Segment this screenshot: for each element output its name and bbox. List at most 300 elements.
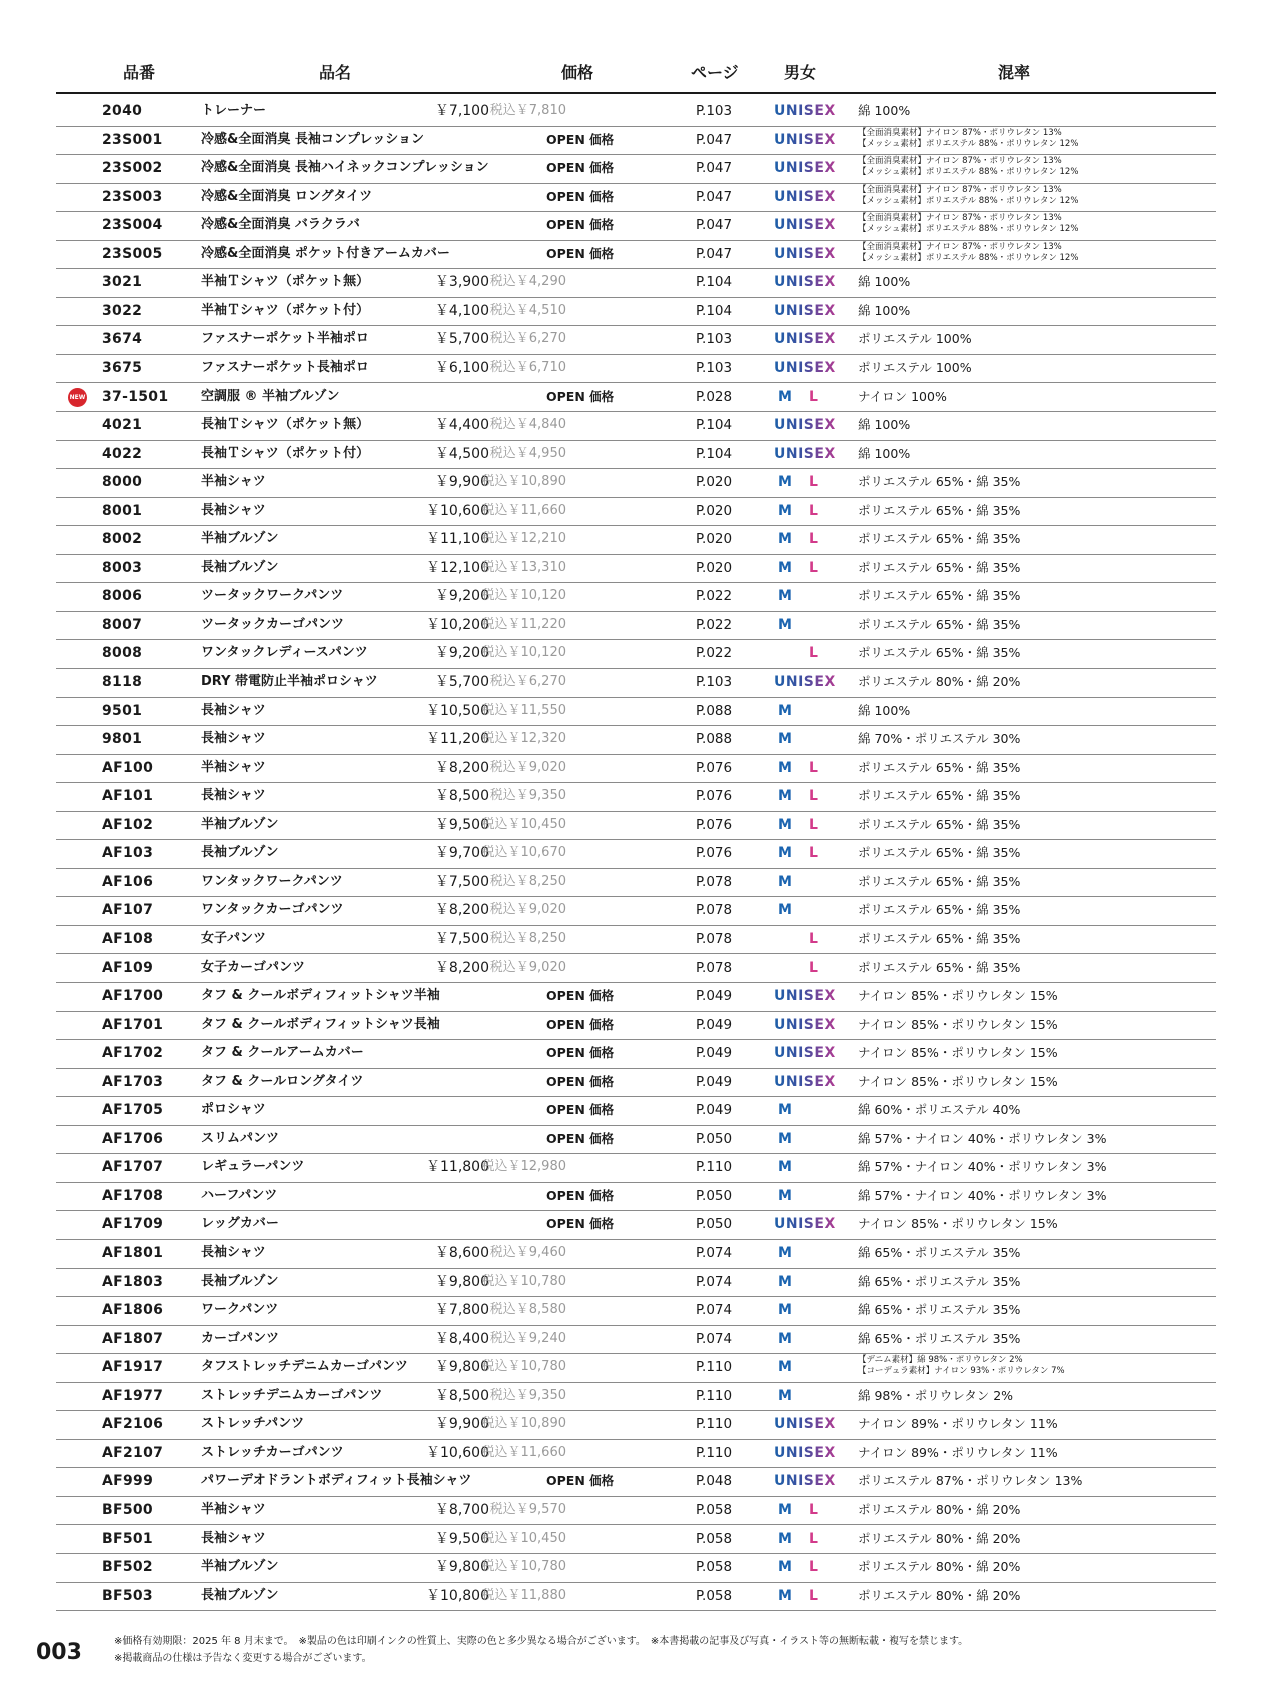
price-value: ￥10,500 [426, 702, 489, 719]
catalog-page: P.078 [696, 930, 733, 947]
product-name: 冷感&全面消臭 ポケット付きアームカバー [201, 245, 450, 261]
product-code: AF101 [102, 788, 154, 805]
product-name: タフストレッチデニムカーゴパンツ [201, 1359, 408, 1375]
men-label: M [778, 502, 792, 519]
ladies-label: L [809, 788, 818, 805]
table-row [56, 954, 1216, 984]
unisex-label: UNISEX [774, 1439, 836, 1467]
open-price-label: OPEN 価格 [546, 160, 615, 176]
product-name: ワンタックワークパンツ [201, 873, 343, 889]
product-name: ワンタックカーゴパンツ [201, 902, 344, 918]
product-code: AF108 [102, 930, 154, 947]
product-name: 長袖Ｔシャツ（ポケット無） [201, 417, 370, 433]
ladies-label: L [809, 531, 818, 548]
men-label: M [778, 1130, 792, 1147]
price-value: ￥9,500 [434, 816, 489, 833]
price-value: ￥9,800 [434, 1359, 489, 1376]
product-name: カーゴパンツ [201, 1330, 280, 1346]
men-label: M [778, 816, 792, 833]
material-blend: ナイロン 85%・ポリウレタン 15% [858, 988, 1058, 1004]
table-row [56, 697, 1216, 727]
material-blend: 綿 100% [858, 103, 911, 118]
product-code: 23S002 [102, 160, 163, 177]
table-row [56, 1325, 1216, 1355]
price-value: ￥8,700 [434, 1501, 489, 1518]
open-price-label: OPEN 価格 [546, 131, 615, 147]
table-row [56, 554, 1216, 584]
price-value: ￥9,700 [434, 845, 489, 862]
catalog-page: P.103 [696, 359, 733, 376]
table-row [56, 1125, 1216, 1155]
table-row [56, 1467, 1216, 1497]
table-row [56, 639, 1216, 669]
ladies-label: L [809, 388, 818, 405]
material-blend [858, 213, 1078, 235]
catalog-page: P.058 [696, 1559, 733, 1576]
table-row [56, 668, 1216, 698]
table-row [56, 1153, 1216, 1183]
tax-included-price: 税込￥8,250 [489, 873, 566, 889]
material-blend: ナイロン 85%・ポリウレタン 15% [858, 1073, 1058, 1089]
product-name: 半袖ブルゾン [201, 531, 279, 547]
catalog-page: P.020 [696, 531, 733, 548]
product-code: 8007 [102, 616, 143, 633]
tax-included-price: 税込￥6,270 [489, 674, 566, 689]
material-blend-line: 【全面消臭素材】ナイロン 87%・ポリウレタン 13% [858, 184, 1062, 195]
unisex-label: UNISEX [774, 982, 836, 1010]
material-blend: 綿 57%・ナイロン 40%・ポリウレタン 3% [858, 1130, 1107, 1146]
tax-included-price: 税込￥9,020 [489, 959, 566, 975]
catalog-page: P.020 [696, 474, 733, 491]
price-value: ￥7,100 [434, 103, 489, 119]
unisex-label: UNISEX [774, 154, 836, 182]
catalog-page: P.020 [696, 559, 733, 576]
product-name: タフ & クールロングタイツ [201, 1073, 364, 1089]
catalog-page: P.104 [696, 274, 733, 291]
material-blend: ポリエステル 65%・綿 35% [858, 531, 1021, 547]
tax-included-price: 税込￥10,670 [481, 845, 566, 861]
catalog-page: P.048 [696, 1473, 733, 1490]
price-value: ￥9,900 [434, 474, 489, 491]
material-blend: ポリエステル 65%・綿 35% [858, 645, 1021, 661]
product-name: 長袖ブルゾン [201, 1587, 279, 1603]
product-code: AF102 [102, 816, 154, 833]
product-code: 9501 [102, 702, 143, 719]
material-blend-line: 【メッシュ素材】ポリエステル 88%・ポリウレタン 12% [858, 224, 1079, 235]
catalog-page: P.049 [696, 988, 733, 1005]
tax-included-price: 税込￥10,780 [481, 1559, 566, 1575]
tax-included-price: 税込￥9,460 [489, 1245, 566, 1260]
catalog-page: P.078 [696, 873, 733, 890]
unisex-label: UNISEX [774, 1410, 836, 1438]
product-name: 長袖ブルゾン [201, 559, 279, 575]
material-blend [858, 128, 1078, 150]
product-name: 長袖シャツ [201, 731, 266, 747]
men-label: M [778, 1530, 792, 1547]
price-value: ￥8,200 [434, 759, 489, 776]
material-blend: 綿 100% [858, 702, 911, 718]
table-row [56, 354, 1216, 384]
price-value: ￥9,200 [434, 645, 489, 662]
price-value: ￥8,500 [434, 788, 489, 805]
tax-included-price: 税込￥10,890 [481, 474, 566, 490]
material-blend: 綿 60%・ポリエステル 40% [858, 1102, 1021, 1118]
men-label: M [778, 616, 792, 633]
table-row [56, 468, 1216, 498]
price-value: ￥11,100 [426, 531, 489, 548]
catalog-page: P.050 [696, 1216, 733, 1233]
product-name: トレーナー [201, 103, 267, 118]
table-row [56, 411, 1216, 441]
table-row [56, 725, 1216, 755]
material-blend: 綿 65%・ポリエステル 35% [858, 1302, 1021, 1318]
product-code: 4022 [102, 445, 143, 462]
table-row [56, 1068, 1216, 1098]
open-price-label: OPEN 価格 [546, 388, 615, 404]
material-blend [858, 185, 1078, 207]
unisex-label: UNISEX [774, 268, 836, 296]
table-row [56, 1525, 1216, 1555]
product-code: 23S003 [102, 188, 163, 205]
table-row [56, 497, 1216, 527]
tax-included-price: 税込￥10,780 [481, 1359, 566, 1375]
catalog-page: P.049 [696, 1073, 733, 1090]
tax-included-price: 税込￥4,510 [489, 302, 566, 318]
product-code: 23S004 [102, 217, 163, 234]
men-label: M [778, 1587, 792, 1604]
table-row [56, 1410, 1216, 1440]
table-row [56, 1011, 1216, 1041]
table-row [56, 1268, 1216, 1298]
material-blend: 綿 100% [858, 417, 911, 433]
product-code: 8002 [102, 531, 143, 548]
open-price-label: OPEN 価格 [546, 1045, 615, 1061]
tax-included-price: 税込￥12,320 [481, 731, 566, 747]
price-value: ￥3,900 [434, 274, 489, 291]
price-value: ￥5,700 [434, 331, 489, 348]
product-name: ストレッチデニムカーゴパンツ [201, 1387, 383, 1403]
men-label: M [778, 1159, 792, 1176]
catalog-page: P.076 [696, 759, 733, 776]
catalog-page: P.047 [696, 131, 733, 148]
product-name: レギュラーパンツ [201, 1159, 305, 1175]
material-blend: 綿 57%・ナイロン 40%・ポリウレタン 3% [858, 1159, 1107, 1175]
price-value: ￥7,500 [434, 930, 489, 947]
product-code: AF2107 [102, 1444, 164, 1461]
product-name: 長袖Ｔシャツ（ポケット付） [201, 445, 370, 461]
material-blend: 綿 65%・ポリエステル 35% [858, 1273, 1021, 1289]
tax-included-price: 税込￥9,570 [489, 1501, 566, 1517]
product-name: 半袖Ｔシャツ（ポケット無） [201, 274, 370, 290]
product-code: AF1977 [102, 1387, 164, 1404]
tax-included-price: 税込￥11,220 [481, 616, 566, 632]
catalog-page: P.104 [696, 302, 733, 319]
tax-included-price: 税込￥12,210 [481, 531, 566, 547]
catalog-page: P.103 [696, 674, 733, 690]
product-name: スリムパンツ [201, 1130, 280, 1146]
table-row [56, 1210, 1216, 1240]
catalog-page: P.103 [696, 103, 733, 119]
table-row [56, 582, 1216, 612]
ladies-label: L [809, 502, 818, 519]
table-row [56, 97, 1216, 127]
material-blend-line: 【メッシュ素材】ポリエステル 88%・ポリウレタン 12% [858, 195, 1079, 206]
unisex-label: UNISEX [774, 211, 836, 239]
table-row [56, 1096, 1216, 1126]
table-row [56, 1239, 1216, 1269]
product-code: 4021 [102, 417, 143, 434]
material-blend: ポリエステル 65%・綿 35% [858, 474, 1021, 490]
material-blend: 綿 70%・ポリエステル 30% [858, 731, 1021, 747]
open-price-label: OPEN 価格 [546, 1216, 615, 1232]
product-name: ファスナーポケット長袖ポロ [201, 359, 369, 375]
material-blend: 綿 57%・ナイロン 40%・ポリウレタン 3% [858, 1187, 1107, 1203]
material-blend: ポリエステル 80%・綿 20% [858, 1501, 1021, 1517]
catalog-page: P.074 [696, 1273, 733, 1290]
catalog-page: P.022 [696, 616, 733, 633]
header-name: 品名 [319, 63, 352, 82]
open-price-label: OPEN 価格 [546, 1102, 615, 1118]
material-blend: ポリエステル 80%・綿 20% [858, 1587, 1021, 1603]
material-blend: ポリエステル 100% [858, 331, 972, 347]
tax-included-price: 税込￥10,890 [481, 1416, 566, 1432]
catalog-page: P.022 [696, 588, 733, 605]
material-blend-line: 【全面消臭素材】ナイロン 87%・ポリウレタン 13% [858, 213, 1062, 224]
product-name: 冷感&全面消臭 ロングタイツ [201, 188, 373, 204]
material-blend: ポリエステル 65%・綿 35% [858, 559, 1021, 575]
table-row [56, 1496, 1216, 1526]
tax-included-price: 税込￥9,240 [489, 1330, 566, 1346]
table-header [56, 52, 1216, 94]
catalog-page: P.058 [696, 1530, 733, 1547]
product-code: AF103 [102, 845, 154, 862]
price-value: ￥9,800 [434, 1273, 489, 1290]
product-name: 半袖ブルゾン [201, 1559, 279, 1575]
unisex-label: UNISEX [774, 240, 836, 268]
product-name: 長袖シャツ [201, 788, 266, 804]
product-code: 9801 [102, 731, 143, 748]
product-code: AF1703 [102, 1073, 164, 1090]
material-blend [858, 156, 1078, 178]
product-name: 半袖ブルゾン [201, 816, 279, 832]
tax-included-price: 税込￥9,350 [489, 1387, 566, 1403]
product-code: AF109 [102, 959, 154, 976]
tax-included-price: 税込￥10,120 [481, 588, 566, 604]
table-row [56, 383, 1216, 413]
table-row [56, 1039, 1216, 1069]
material-blend: 綿 65%・ポリエステル 35% [858, 1330, 1021, 1346]
catalog-page: P.058 [696, 1501, 733, 1518]
catalog-page: P.088 [696, 702, 733, 719]
material-blend: 綿 65%・ポリエステル 35% [858, 1245, 1021, 1260]
price-value: ￥12,100 [426, 559, 489, 576]
catalog-page: P.110 [696, 1359, 733, 1376]
material-blend-line: 【メッシュ素材】ポリエステル 88%・ポリウレタン 12% [858, 252, 1079, 263]
product-name: ストレッチパンツ [201, 1416, 305, 1432]
material-blend: ポリエステル 65%・綿 35% [858, 588, 1021, 604]
table-row [56, 297, 1216, 327]
material-blend: ポリエステル 80%・綿 20% [858, 674, 1021, 689]
catalog-page: P.088 [696, 731, 733, 748]
table-row [56, 325, 1216, 355]
unisex-label: UNISEX [774, 668, 836, 696]
catalog-page: P.022 [696, 645, 733, 662]
header-price: 価格 [561, 63, 594, 82]
catalog-page: P.076 [696, 816, 733, 833]
product-name: 長袖ブルゾン [201, 845, 279, 861]
catalog-page: P.110 [696, 1159, 733, 1176]
price-value: ￥4,400 [434, 417, 489, 434]
product-code: 2040 [102, 103, 143, 119]
ladies-label: L [809, 759, 818, 776]
tax-included-price: 税込￥4,290 [489, 274, 566, 290]
price-value: ￥11,200 [426, 731, 489, 748]
table-row [56, 982, 1216, 1012]
unisex-label: UNISEX [774, 1467, 836, 1495]
product-code: 37-1501 [102, 388, 169, 405]
ladies-label: L [809, 816, 818, 833]
material-blend [858, 1355, 1065, 1377]
men-label: M [778, 1387, 792, 1404]
men-label: M [778, 559, 792, 576]
ladies-label: L [809, 845, 818, 862]
unisex-label: UNISEX [774, 440, 836, 468]
catalog-page: P.076 [696, 845, 733, 862]
catalog-page: P.076 [696, 788, 733, 805]
material-blend: ポリエステル 80%・綿 20% [858, 1530, 1021, 1546]
unisex-label: UNISEX [774, 354, 836, 382]
price-value: ￥10,200 [426, 616, 489, 633]
product-name: レッグカバー [201, 1216, 279, 1232]
catalog-page: P.047 [696, 188, 733, 205]
product-name: タフ & クールボディフィットシャツ長袖 [201, 1016, 440, 1032]
table-row [56, 1582, 1216, 1612]
tax-included-price: 税込￥9,020 [489, 902, 566, 918]
product-name: 長袖シャツ [201, 502, 266, 518]
product-name: 空調服 ® 半袖ブルゾン [201, 388, 340, 404]
price-value: ￥6,100 [434, 359, 489, 376]
ladies-label: L [809, 1530, 818, 1547]
product-code: AF107 [102, 902, 154, 919]
material-blend: ポリエステル 65%・綿 35% [858, 845, 1021, 861]
men-label: M [778, 531, 792, 548]
product-name: ハーフパンツ [201, 1187, 278, 1203]
material-blend: ポリエステル 87%・ポリウレタン 13% [858, 1473, 1083, 1489]
catalog-page: P.049 [696, 1045, 733, 1062]
product-name: ツータックカーゴパンツ [201, 616, 345, 632]
product-code: BF503 [102, 1587, 153, 1604]
footer-note: ※価格有効期限：2025 年 8 月末まで。 ※製品の色は印刷インクの性質上、実際の色と多少異なる場合がございます。 ※本書掲載の記事及び写真・イラスト等の無断転載・複写を禁じます。 [114, 1636, 969, 1647]
ladies-label: L [809, 474, 818, 491]
product-name: 半袖シャツ [201, 1501, 266, 1517]
catalog-page: P.047 [696, 217, 733, 234]
table-row [56, 1182, 1216, 1212]
product-code: 8008 [102, 645, 143, 662]
tax-included-price: 税込￥6,270 [489, 331, 566, 347]
material-blend: ポリエステル 80%・綿 20% [858, 1559, 1021, 1575]
catalog-page: P.110 [696, 1387, 733, 1404]
material-blend-line: 【全面消臭素材】ナイロン 87%・ポリウレタン 13% [858, 241, 1062, 252]
product-code: 3675 [102, 359, 143, 376]
tax-included-price: 税込￥9,350 [489, 788, 566, 804]
catalog-page: P.110 [696, 1416, 733, 1433]
material-blend: ポリエステル 65%・綿 35% [858, 502, 1021, 518]
new-badge: NEW [68, 388, 87, 407]
open-price-label: OPEN 価格 [546, 188, 615, 204]
catalog-page: P.074 [696, 1302, 733, 1319]
material-blend: 綿 100% [858, 302, 911, 318]
table-row [56, 896, 1216, 926]
price-value: ￥7,500 [434, 873, 489, 890]
men-label: M [778, 1273, 792, 1290]
open-price-label: OPEN 価格 [546, 1130, 615, 1146]
product-name: ストレッチカーゴパンツ [201, 1444, 344, 1460]
material-blend-line: 【メッシュ素材】ポリエステル 88%・ポリウレタン 12% [858, 138, 1079, 149]
table-row [56, 211, 1216, 241]
price-value: ￥8,600 [434, 1245, 489, 1261]
product-code: AF1705 [102, 1102, 164, 1119]
price-value: ￥9,500 [434, 1530, 489, 1547]
header-gender: 男女 [784, 63, 817, 82]
material-blend: ナイロン 89%・ポリウレタン 11% [858, 1444, 1058, 1460]
material-blend: ナイロン 85%・ポリウレタン 15% [858, 1016, 1058, 1032]
men-label: M [778, 759, 792, 776]
tax-included-price: 税込￥10,450 [481, 816, 566, 832]
product-name: ポロシャツ [201, 1102, 266, 1118]
product-code: AF1807 [102, 1330, 164, 1347]
page-number: 003 [36, 1640, 82, 1665]
table-row [56, 782, 1216, 812]
open-price-label: OPEN 価格 [546, 1016, 615, 1032]
ladies-label: L [809, 959, 818, 976]
open-price-label: OPEN 価格 [546, 1187, 615, 1203]
price-value: ￥8,500 [434, 1387, 489, 1404]
unisex-label: UNISEX [774, 183, 836, 211]
unisex-label: UNISEX [774, 1039, 836, 1067]
tax-included-price: 税込￥8,580 [489, 1302, 566, 1318]
catalog-page: P.049 [696, 1102, 733, 1119]
unisex-label: UNISEX [774, 1068, 836, 1096]
material-blend-line: 【メッシュ素材】ポリエステル 88%・ポリウレタン 12% [858, 167, 1079, 178]
product-name: ワンタックレディースパンツ [201, 645, 368, 661]
open-price-label: OPEN 価格 [546, 217, 615, 233]
catalog-page: P.110 [696, 1444, 733, 1461]
product-code: 3674 [102, 331, 143, 348]
men-label: M [778, 845, 792, 862]
product-code: AF1706 [102, 1130, 164, 1147]
unisex-label: UNISEX [774, 411, 836, 439]
material-blend: ポリエステル 65%・綿 35% [858, 930, 1021, 946]
product-code: AF1708 [102, 1187, 164, 1204]
unisex-label: UNISEX [774, 1210, 836, 1238]
tax-included-price: 税込￥10,450 [481, 1530, 566, 1546]
tax-included-price: 税込￥10,120 [481, 645, 566, 661]
header-blend: 混率 [998, 63, 1031, 82]
product-name: タフ & クールボディフィットシャツ半袖 [201, 988, 440, 1004]
price-value: ￥10,600 [426, 1444, 489, 1461]
tax-included-price: 税込￥7,810 [489, 103, 566, 118]
men-label: M [778, 902, 792, 919]
catalog-page: P.104 [696, 445, 733, 462]
men-label: M [778, 1559, 792, 1576]
tax-included-price: 税込￥11,660 [481, 1444, 566, 1460]
table-row [56, 1382, 1216, 1412]
unisex-label: UNISEX [774, 297, 836, 325]
catalog-page: P.020 [696, 502, 733, 519]
product-name: ファスナーポケット半袖ポロ [201, 331, 369, 347]
product-code: AF1801 [102, 1245, 164, 1261]
unisex-label: UNISEX [774, 325, 836, 353]
